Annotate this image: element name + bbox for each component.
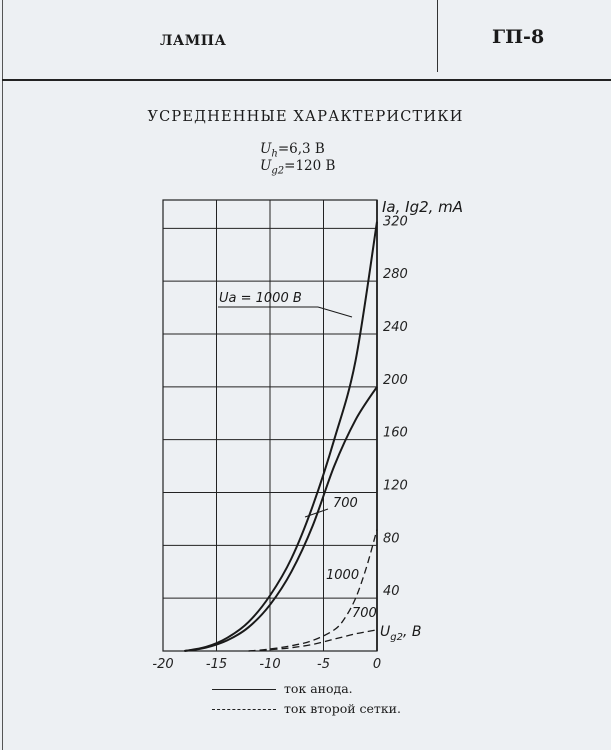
legend-label: ток второй сетки. [284, 701, 401, 716]
legend-screen-current [212, 701, 401, 716]
x-tick-label: 0 [372, 657, 382, 672]
series-label-ua: Ua = 1000 B [219, 291, 302, 306]
y-tick-label: 280 [383, 267, 408, 283]
condition-subscript: g2 [271, 165, 285, 177]
legend-label: ток анода. [284, 681, 353, 696]
y-tick-label: 160 [383, 425, 408, 441]
header-left-label: ЛАМПА [160, 33, 227, 49]
y-tick-label: 120 [383, 478, 408, 494]
header-tube-model: ГП-8 [492, 26, 545, 48]
series-line-3 [249, 630, 377, 651]
series-label-700-dashed: 700 [352, 606, 377, 621]
legend-solid-swatch [212, 689, 276, 690]
y-tick-label: 240 [383, 319, 408, 335]
series-line-1 [184, 387, 377, 651]
series-label-700: 700 [333, 496, 358, 511]
condition-symbol: U [260, 141, 272, 157]
chart-grid [163, 200, 377, 651]
condition-value: =120 В [284, 158, 336, 174]
y-tick-label: 40 [383, 584, 400, 600]
y-tick-label: 200 [383, 372, 408, 388]
y-tick-label: 320 [383, 214, 408, 230]
legend-dashed-swatch [212, 709, 276, 710]
x-tick-label: -10 [259, 657, 281, 672]
x-tick-label: -20 [152, 657, 174, 672]
x-tick-label: -15 [205, 657, 228, 672]
legend-anode-current [212, 681, 353, 696]
x-axis-label: $U_{g2}$, В [380, 624, 422, 643]
condition-symbol: U [260, 158, 272, 174]
chart-ticks [152, 214, 407, 672]
y-tick-label: 80 [383, 531, 400, 547]
chart-curves [184, 222, 377, 651]
series-label-1000-dashed: 1000 [326, 568, 360, 583]
condition-subscript: h [271, 148, 278, 160]
condition-value: =6,3 В [277, 141, 325, 157]
x-tick-label: -5 [317, 657, 330, 672]
y-axis-label: Ia, Ig2, mA [382, 198, 464, 216]
chart-title: УСРЕДНЕННЫЕ ХАРАКТЕРИСТИКИ [147, 109, 464, 125]
